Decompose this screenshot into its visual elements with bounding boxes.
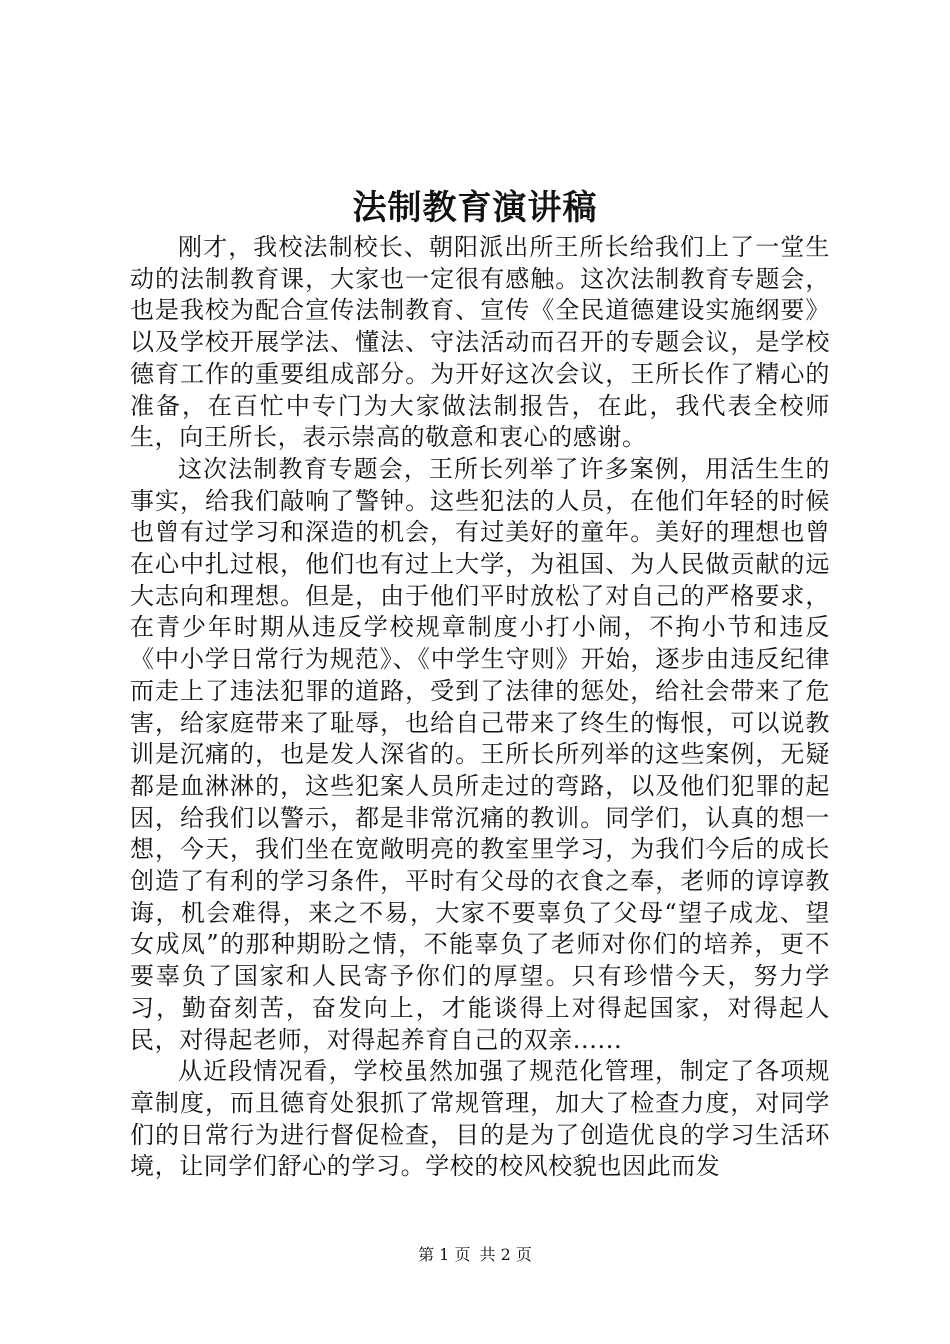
paragraph-1: 刚才，我校法制校长、朝阳派出所王所长给我们上了一堂生动的法制教育课，大家也一定很有感触。这次法制教育专题会，也是我校为配合宣传法制教育、宣传《全民道德建设实施纲要》以及学校开展学法、懂法、守法活动而召开的专题会议，是学校德育工作的重要组成部分。为开好这次会议，王所长作了精心的准备，在百忙中专门为大家做法制报告，在此，我代表全校师生，向王所长，表示崇高的敬意和衷心的感谢。 [130,233,830,452]
page-footer [0,1244,950,1266]
document-body [130,232,830,1183]
paragraph-3: 从近段情况看，学校虽然加强了规范化管理，制定了各项规章制度，而且德育处狠抓了常规管理，加大了检查力度，对同学们的日常行为进行督促检查，目的是为了创造优良的学习生活环境，让同学们舒心的学习。学校的校风校貌也因此而发 [130,1057,830,1181]
page-number: 第 1 页 [418,1245,471,1264]
paragraph-2: 这次法制教育专题会，王所长列举了许多案例，用活生生的事实，给我们敲响了警钟。这些犯法的人员，在他们年轻的时候也曾有过学习和深造的机会，有过美好的童年。美好的理想也曾在心中扎过根，他们也有过上大学，为祖国、为人民做贡献的远大志向和理想。但是，由于他们平时放松了对自己的严格要求，在青少年时期从违反学校规章制度小打小闹，不拘小节和违反《中小学日常行为规范》、《中学生守则》开始，逐步由违反纪律而走上了违法犯罪的道路，受到了法律的惩处，给社会带来了危害，给家庭带来了耻辱，也给自己带来了终生的悔恨，可以说教训是沉痛的，也是发人深省的。王所长所列举的这些案例，无疑都是血淋淋的，这些犯案人员所走过的弯路，以及他们犯罪的起因，给我们以警示，都是非常沉痛的教训。同学们，认真的想一想，今天，我们坐在宽敞明亮的教室里学习，为我们今后的成长创造了有利的学习条件，平时有父母的衣食之奉，老师的谆谆教诲，机会难得，来之不易，大家不要辜负了父母“望子成龙、望女成凤”的那种期盼之情，不能辜负了老师对你们的培养，更不要辜负了国家和人民寄予你们的厚望。只有珍惜今天，努力学习，勤奋刻苦，奋发向上，才能谈得上对得起国家，对得起人民，对得起老师，对得起养育自己的双亲...... [130,454,830,1054]
page-total: 共 2 页 [479,1245,532,1264]
document-title: 法制教育演讲稿 [352,188,598,228]
